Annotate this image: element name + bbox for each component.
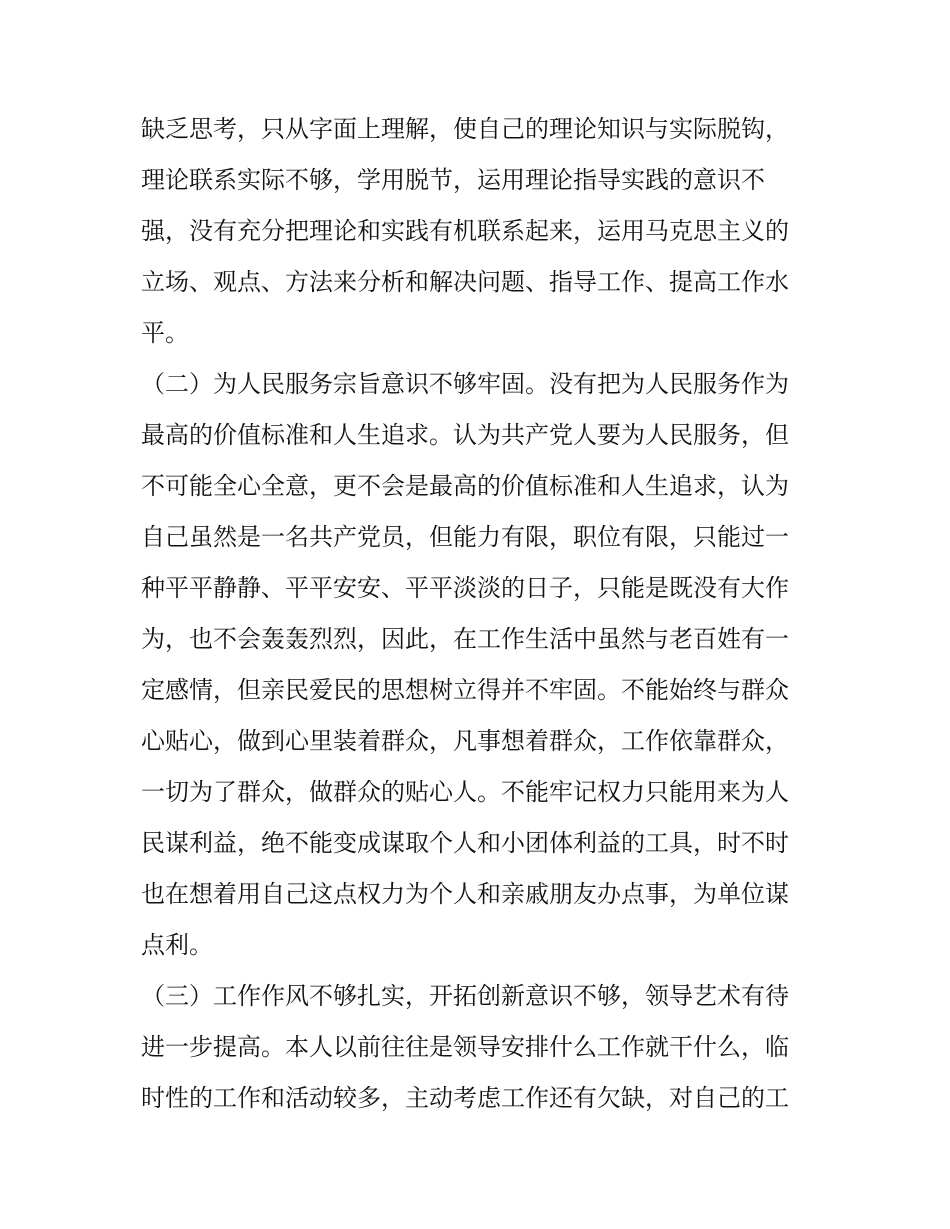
text-line: （二）为人民服务宗旨意识不够牢固。没有把为人民服务作为 (141, 370, 789, 398)
text-line: 种平平静静、平平安安、平平淡淡的日子，只能是既没有大作 (141, 574, 789, 602)
text-line: 时性的工作和活动较多，主动考虑工作还有欠缺，对自己的工 (141, 1084, 789, 1112)
text-line: 心贴心，做到心里装着群众，凡事想着群众，工作依靠群众， (141, 727, 789, 755)
text-line: 点利。 (141, 931, 213, 959)
text-line: 一切为了群众，做群众的贴心人。不能牢记权力只能用来为人 (141, 778, 789, 806)
text-line: 民谋利益，绝不能变成谋取个人和小团体利益的工具，时不时 (141, 829, 789, 857)
text-line: （三）工作作风不够扎实，开拓创新意识不够，领导艺术有待 (141, 982, 789, 1010)
text-line: 定感情，但亲民爱民的思想树立得并不牢固。不能始终与群众 (141, 676, 789, 704)
text-line: 平。 (141, 319, 189, 347)
text-line: 强，没有充分把理论和实践有机联系起来，运用马克思主义的 (141, 217, 789, 245)
text-line: 自己虽然是一名共产党员，但能力有限，职位有限，只能过一 (141, 523, 789, 551)
text-line: 不可能全心全意，更不会是最高的价值标准和人生追求，认为 (141, 472, 789, 500)
text-line: 进一步提高。本人以前往往是领导安排什么工作就干什么，临 (141, 1033, 789, 1061)
text-line: 最高的价值标准和人生追求。认为共产党人要为人民服务，但 (141, 421, 789, 449)
text-line: 也在想着用自己这点权力为个人和亲戚朋友办点事，为单位谋 (141, 880, 789, 908)
document-body (141, 104, 821, 1124)
text-line: 理论联系实际不够，学用脱节，运用理论指导实践的意识不 (141, 166, 765, 194)
text-line: 缺乏思考，只从字面上理解，使自己的理论知识与实际脱钩， (141, 115, 789, 143)
text-line: 立场、观点、方法来分析和解决问题、指导工作、提高工作水 (141, 268, 789, 296)
text-line: 为，也不会轰轰烈烈，因此，在工作生活中虽然与老百姓有一 (141, 625, 789, 653)
